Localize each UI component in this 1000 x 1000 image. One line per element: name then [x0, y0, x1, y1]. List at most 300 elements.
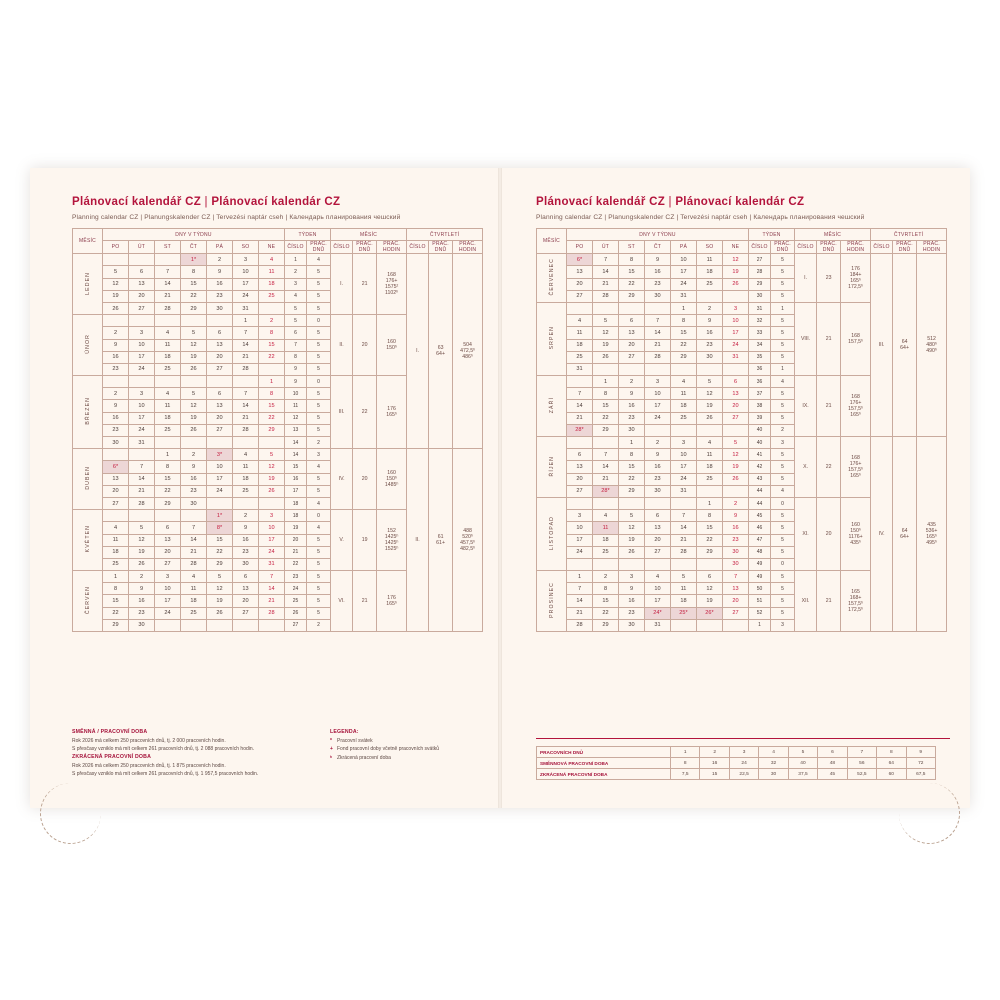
day-cell[interactable]: 23 [233, 546, 259, 558]
day-cell[interactable]: 12 [697, 388, 723, 400]
day-cell[interactable]: 14 [181, 534, 207, 546]
day-cell[interactable]: 14 [567, 400, 593, 412]
day-cell[interactable]: 18 [155, 351, 181, 363]
day-cell[interactable]: 5 [697, 376, 723, 388]
day-cell[interactable]: 22 [155, 485, 181, 497]
day-cell[interactable]: 21 [671, 534, 697, 546]
day-cell[interactable]: 28 [671, 546, 697, 558]
day-cell[interactable]: 5 [181, 327, 207, 339]
day-cell[interactable]: 1 [103, 571, 129, 583]
day-cell[interactable]: 23 [645, 473, 671, 485]
day-cell[interactable]: 4 [103, 522, 129, 534]
day-cell[interactable]: 10 [259, 522, 285, 534]
day-cell[interactable]: 30 [207, 302, 233, 314]
day-cell[interactable]: 27 [723, 412, 749, 424]
day-cell[interactable]: 25 [593, 546, 619, 558]
day-cell[interactable]: 1 [259, 376, 285, 388]
day-cell[interactable]: 18 [671, 595, 697, 607]
day-cell[interactable]: 12 [207, 583, 233, 595]
day-cell[interactable]: 23 [207, 290, 233, 302]
day-cell[interactable]: 21 [155, 290, 181, 302]
day-cell[interactable]: 22 [207, 546, 233, 558]
day-cell[interactable]: 13 [103, 473, 129, 485]
day-cell[interactable]: 22 [259, 412, 285, 424]
day-cell[interactable]: 25 [567, 351, 593, 363]
day-cell[interactable]: 26 [593, 351, 619, 363]
day-cell[interactable]: 5 [723, 437, 749, 449]
day-cell[interactable]: 14 [233, 339, 259, 351]
day-cell[interactable]: 4 [697, 437, 723, 449]
day-cell[interactable]: 14 [593, 461, 619, 473]
day-cell[interactable]: 2 [619, 376, 645, 388]
day-cell[interactable]: 30 [619, 424, 645, 436]
day-cell[interactable]: 15 [593, 595, 619, 607]
day-cell[interactable]: 31 [723, 351, 749, 363]
day-cell[interactable]: 30 [723, 546, 749, 558]
day-cell[interactable]: 22 [697, 534, 723, 546]
day-cell[interactable]: 29 [155, 497, 181, 509]
day-cell[interactable]: 1 [593, 376, 619, 388]
day-cell[interactable]: 23 [723, 534, 749, 546]
day-cell[interactable]: 14 [567, 595, 593, 607]
day-cell[interactable]: 22 [103, 607, 129, 619]
day-cell[interactable]: 10 [129, 339, 155, 351]
day-cell[interactable]: 21 [593, 473, 619, 485]
day-cell[interactable]: 5 [103, 266, 129, 278]
day-cell[interactable]: 6 [233, 571, 259, 583]
day-cell[interactable]: 28 [567, 619, 593, 631]
day-cell[interactable]: 22 [671, 339, 697, 351]
day-cell[interactable]: 27 [129, 302, 155, 314]
day-cell[interactable]: 5 [671, 571, 697, 583]
day-cell[interactable]: 9 [103, 400, 129, 412]
day-cell[interactable]: 8 [155, 461, 181, 473]
day-cell[interactable]: 4 [155, 327, 181, 339]
day-cell[interactable]: 5 [207, 571, 233, 583]
day-cell[interactable]: 1 [619, 437, 645, 449]
day-cell[interactable]: 24 [723, 339, 749, 351]
day-cell[interactable]: 14 [259, 583, 285, 595]
day-cell[interactable]: 31 [645, 619, 671, 631]
day-cell[interactable]: 20 [645, 534, 671, 546]
day-cell[interactable]: 20 [233, 595, 259, 607]
day-cell[interactable]: 24 [207, 485, 233, 497]
day-cell[interactable]: 8 [103, 583, 129, 595]
day-cell[interactable]: 9 [619, 583, 645, 595]
day-cell[interactable]: 23 [619, 607, 645, 619]
day-cell[interactable]: 22 [619, 473, 645, 485]
day-cell[interactable]: 2 [645, 437, 671, 449]
day-cell[interactable]: 11 [155, 339, 181, 351]
day-cell[interactable]: 25 [155, 363, 181, 375]
day-cell[interactable]: 1 [155, 449, 181, 461]
day-cell[interactable]: 23 [619, 412, 645, 424]
day-cell[interactable]: 22 [259, 351, 285, 363]
day-cell[interactable]: 2 [129, 571, 155, 583]
day-cell[interactable]: 12 [103, 278, 129, 290]
day-cell[interactable]: 19 [259, 473, 285, 485]
day-cell[interactable]: 26 [259, 485, 285, 497]
day-cell[interactable]: 25 [155, 424, 181, 436]
day-cell[interactable]: 28* [593, 485, 619, 497]
day-cell[interactable]: 12 [723, 449, 749, 461]
day-cell[interactable]: 30 [619, 619, 645, 631]
day-cell[interactable]: 21 [233, 412, 259, 424]
day-cell[interactable]: 25* [671, 607, 697, 619]
day-cell[interactable]: 29 [181, 302, 207, 314]
day-cell[interactable]: 24 [129, 424, 155, 436]
day-cell[interactable]: 13 [233, 583, 259, 595]
day-cell[interactable]: 27 [723, 607, 749, 619]
day-cell[interactable]: 1* [181, 254, 207, 266]
day-cell[interactable]: 12 [129, 534, 155, 546]
day-cell[interactable]: 26 [619, 546, 645, 558]
day-cell[interactable]: 3 [619, 571, 645, 583]
day-cell[interactable]: 12 [619, 522, 645, 534]
day-cell[interactable]: 19 [697, 400, 723, 412]
day-cell[interactable]: 19 [181, 412, 207, 424]
day-cell[interactable]: 23 [129, 607, 155, 619]
day-cell[interactable]: 18 [593, 534, 619, 546]
day-cell[interactable]: 28 [129, 497, 155, 509]
day-cell[interactable]: 22 [619, 278, 645, 290]
day-cell[interactable]: 7 [233, 388, 259, 400]
day-cell[interactable]: 22 [181, 290, 207, 302]
day-cell[interactable]: 17 [233, 278, 259, 290]
day-cell[interactable]: 30 [723, 558, 749, 570]
day-cell[interactable]: 18 [697, 461, 723, 473]
day-cell[interactable]: 30 [129, 619, 155, 631]
day-cell[interactable]: 18 [103, 546, 129, 558]
day-cell[interactable]: 26 [723, 278, 749, 290]
day-cell[interactable]: 28 [645, 351, 671, 363]
day-cell[interactable]: 15 [181, 278, 207, 290]
day-cell[interactable]: 22 [593, 412, 619, 424]
day-cell[interactable]: 18 [567, 339, 593, 351]
day-cell[interactable]: 30 [181, 497, 207, 509]
day-cell[interactable]: 2 [259, 315, 285, 327]
day-cell[interactable]: 7 [155, 266, 181, 278]
day-cell[interactable]: 25 [259, 290, 285, 302]
day-cell[interactable]: 26 [181, 363, 207, 375]
day-cell[interactable]: 18 [697, 266, 723, 278]
day-cell[interactable]: 12 [181, 339, 207, 351]
day-cell[interactable]: 23 [697, 339, 723, 351]
day-cell[interactable]: 11 [671, 388, 697, 400]
day-cell[interactable]: 7 [671, 510, 697, 522]
day-cell[interactable]: 16 [723, 522, 749, 534]
day-cell[interactable]: 27 [207, 363, 233, 375]
day-cell[interactable]: 28 [233, 363, 259, 375]
day-cell[interactable]: 17 [645, 595, 671, 607]
day-cell[interactable]: 23 [181, 485, 207, 497]
day-cell[interactable]: 7 [567, 388, 593, 400]
day-cell[interactable]: 14 [671, 522, 697, 534]
day-cell[interactable]: 4 [567, 315, 593, 327]
day-cell[interactable]: 20 [567, 473, 593, 485]
day-cell[interactable]: 28 [155, 302, 181, 314]
day-cell[interactable]: 11 [233, 461, 259, 473]
day-cell[interactable]: 25 [697, 278, 723, 290]
day-cell[interactable]: 3 [155, 571, 181, 583]
day-cell[interactable]: 6 [129, 266, 155, 278]
day-cell[interactable]: 9 [645, 449, 671, 461]
day-cell[interactable]: 22 [593, 607, 619, 619]
day-cell[interactable]: 23 [103, 424, 129, 436]
day-cell[interactable]: 9 [645, 254, 671, 266]
day-cell[interactable]: 15 [259, 339, 285, 351]
day-cell[interactable]: 9 [103, 339, 129, 351]
day-cell[interactable]: 19 [723, 461, 749, 473]
day-cell[interactable]: 5 [259, 449, 285, 461]
day-cell[interactable]: 7 [593, 254, 619, 266]
day-cell[interactable]: 12 [181, 400, 207, 412]
day-cell[interactable]: 17 [671, 461, 697, 473]
day-cell[interactable]: 11 [567, 327, 593, 339]
day-cell[interactable]: 3 [259, 510, 285, 522]
day-cell[interactable]: 15 [259, 400, 285, 412]
day-cell[interactable]: 12 [697, 583, 723, 595]
day-cell[interactable]: 6 [207, 388, 233, 400]
day-cell[interactable]: 31 [259, 558, 285, 570]
day-cell[interactable]: 25 [103, 558, 129, 570]
day-cell[interactable]: 16 [103, 351, 129, 363]
day-cell[interactable]: 2 [103, 388, 129, 400]
day-cell[interactable]: 17 [567, 534, 593, 546]
day-cell[interactable]: 30 [233, 558, 259, 570]
day-cell[interactable]: 4 [155, 388, 181, 400]
day-cell[interactable]: 20 [155, 546, 181, 558]
day-cell[interactable]: 14 [155, 278, 181, 290]
day-cell[interactable]: 7 [723, 571, 749, 583]
day-cell[interactable]: 9 [619, 388, 645, 400]
day-cell[interactable]: 3* [207, 449, 233, 461]
day-cell[interactable]: 1 [671, 302, 697, 314]
day-cell[interactable]: 15 [619, 266, 645, 278]
day-cell[interactable]: 8 [181, 266, 207, 278]
day-cell[interactable]: 26 [723, 473, 749, 485]
day-cell[interactable]: 20 [567, 278, 593, 290]
day-cell[interactable]: 30 [645, 485, 671, 497]
day-cell[interactable]: 3 [129, 327, 155, 339]
day-cell[interactable]: 2 [181, 449, 207, 461]
day-cell[interactable]: 13 [207, 339, 233, 351]
day-cell[interactable]: 12 [259, 461, 285, 473]
day-cell[interactable]: 26 [207, 607, 233, 619]
day-cell[interactable]: 21 [181, 546, 207, 558]
day-cell[interactable]: 20 [103, 485, 129, 497]
day-cell[interactable]: 6* [103, 461, 129, 473]
day-cell[interactable]: 7 [259, 571, 285, 583]
day-cell[interactable]: 15 [155, 473, 181, 485]
day-cell[interactable]: 7 [593, 449, 619, 461]
day-cell[interactable]: 13 [129, 278, 155, 290]
day-cell[interactable]: 8 [259, 327, 285, 339]
day-cell[interactable]: 9 [697, 315, 723, 327]
day-cell[interactable]: 29 [103, 619, 129, 631]
day-cell[interactable]: 16 [233, 534, 259, 546]
day-cell[interactable]: 2 [697, 302, 723, 314]
day-cell[interactable]: 10 [207, 461, 233, 473]
day-cell[interactable]: 17 [155, 595, 181, 607]
day-cell[interactable]: 1 [233, 315, 259, 327]
day-cell[interactable]: 21 [567, 607, 593, 619]
day-cell[interactable]: 7 [129, 461, 155, 473]
day-cell[interactable]: 7 [233, 327, 259, 339]
day-cell[interactable]: 11 [103, 534, 129, 546]
day-cell[interactable]: 23 [103, 363, 129, 375]
day-cell[interactable]: 14 [593, 266, 619, 278]
day-cell[interactable]: 16 [645, 266, 671, 278]
day-cell[interactable]: 4 [181, 571, 207, 583]
day-cell[interactable]: 3 [129, 388, 155, 400]
day-cell[interactable]: 17 [207, 473, 233, 485]
day-cell[interactable]: 3 [645, 376, 671, 388]
day-cell[interactable]: 18 [181, 595, 207, 607]
day-cell[interactable]: 15 [697, 522, 723, 534]
day-cell[interactable]: 12 [593, 327, 619, 339]
day-cell[interactable]: 13 [723, 583, 749, 595]
day-cell[interactable]: 26 [103, 302, 129, 314]
day-cell[interactable]: 20 [207, 351, 233, 363]
day-cell[interactable]: 30 [697, 351, 723, 363]
day-cell[interactable]: 24 [129, 363, 155, 375]
day-cell[interactable]: 29 [593, 619, 619, 631]
day-cell[interactable]: 31 [233, 302, 259, 314]
day-cell[interactable]: 12 [723, 254, 749, 266]
day-cell[interactable]: 10 [645, 388, 671, 400]
day-cell[interactable]: 11 [697, 449, 723, 461]
day-cell[interactable]: 26 [697, 412, 723, 424]
day-cell[interactable]: 4 [671, 376, 697, 388]
day-cell[interactable]: 29 [207, 558, 233, 570]
day-cell[interactable]: 11 [259, 266, 285, 278]
day-cell[interactable]: 1 [697, 497, 723, 509]
day-cell[interactable]: 11 [671, 583, 697, 595]
day-cell[interactable]: 10 [671, 449, 697, 461]
day-cell[interactable]: 26* [697, 607, 723, 619]
day-cell[interactable]: 6 [207, 327, 233, 339]
day-cell[interactable]: 10 [645, 583, 671, 595]
day-cell[interactable]: 8 [593, 388, 619, 400]
day-cell[interactable]: 25 [697, 473, 723, 485]
day-cell[interactable]: 27 [207, 424, 233, 436]
day-cell[interactable]: 24 [671, 278, 697, 290]
day-cell[interactable]: 18 [233, 473, 259, 485]
day-cell[interactable]: 18 [671, 400, 697, 412]
day-cell[interactable]: 1* [207, 510, 233, 522]
day-cell[interactable]: 8* [207, 522, 233, 534]
day-cell[interactable]: 31 [671, 290, 697, 302]
day-cell[interactable]: 24 [567, 546, 593, 558]
day-cell[interactable]: 21 [645, 339, 671, 351]
day-cell[interactable]: 9 [181, 461, 207, 473]
day-cell[interactable]: 2 [233, 510, 259, 522]
day-cell[interactable]: 1 [567, 571, 593, 583]
day-cell[interactable]: 19 [697, 595, 723, 607]
day-cell[interactable]: 7 [181, 522, 207, 534]
day-cell[interactable]: 19 [181, 351, 207, 363]
day-cell[interactable]: 27 [619, 351, 645, 363]
day-cell[interactable]: 19 [103, 290, 129, 302]
day-cell[interactable]: 13 [645, 522, 671, 534]
day-cell[interactable]: 13 [723, 388, 749, 400]
day-cell[interactable]: 17 [723, 327, 749, 339]
day-cell[interactable]: 16 [697, 327, 723, 339]
day-cell[interactable]: 3 [671, 437, 697, 449]
day-cell[interactable]: 19 [619, 534, 645, 546]
day-cell[interactable]: 5 [129, 522, 155, 534]
day-cell[interactable]: 21 [233, 351, 259, 363]
day-cell[interactable]: 10 [129, 400, 155, 412]
day-cell[interactable]: 19 [723, 266, 749, 278]
day-cell[interactable]: 16 [103, 412, 129, 424]
day-cell[interactable]: 28 [233, 424, 259, 436]
day-cell[interactable]: 5 [181, 388, 207, 400]
day-cell[interactable]: 3 [723, 302, 749, 314]
day-cell[interactable]: 20 [207, 412, 233, 424]
day-cell[interactable]: 26 [181, 424, 207, 436]
day-cell[interactable]: 27 [645, 546, 671, 558]
day-cell[interactable]: 13 [155, 534, 181, 546]
day-cell[interactable]: 6 [645, 510, 671, 522]
day-cell[interactable]: 28 [593, 290, 619, 302]
day-cell[interactable]: 24 [155, 607, 181, 619]
day-cell[interactable]: 16 [129, 595, 155, 607]
day-cell[interactable]: 23 [645, 278, 671, 290]
day-cell[interactable]: 29 [619, 290, 645, 302]
day-cell[interactable]: 4 [233, 449, 259, 461]
day-cell[interactable]: 25 [671, 412, 697, 424]
day-cell[interactable]: 31 [567, 363, 593, 375]
day-cell[interactable]: 25 [233, 485, 259, 497]
day-cell[interactable]: 17 [259, 534, 285, 546]
day-cell[interactable]: 18 [259, 278, 285, 290]
day-cell[interactable]: 30 [103, 437, 129, 449]
day-cell[interactable]: 29 [697, 546, 723, 558]
day-cell[interactable]: 6 [155, 522, 181, 534]
day-cell[interactable]: 27 [103, 497, 129, 509]
day-cell[interactable]: 24 [645, 412, 671, 424]
day-cell[interactable]: 16 [645, 461, 671, 473]
day-cell[interactable]: 27 [567, 290, 593, 302]
day-cell[interactable]: 20 [619, 339, 645, 351]
day-cell[interactable]: 9 [207, 266, 233, 278]
day-cell[interactable]: 29 [259, 424, 285, 436]
day-cell[interactable]: 28 [259, 607, 285, 619]
day-cell[interactable]: 10 [155, 583, 181, 595]
day-cell[interactable]: 15 [207, 534, 233, 546]
day-cell[interactable]: 18 [155, 412, 181, 424]
day-cell[interactable]: 20 [129, 290, 155, 302]
day-cell[interactable]: 28 [181, 558, 207, 570]
day-cell[interactable]: 21 [593, 278, 619, 290]
day-cell[interactable]: 6 [567, 449, 593, 461]
day-cell[interactable]: 17 [129, 351, 155, 363]
day-cell[interactable]: 24 [671, 473, 697, 485]
day-cell[interactable]: 8 [671, 315, 697, 327]
day-cell[interactable]: 15 [671, 327, 697, 339]
day-cell[interactable]: 31 [671, 485, 697, 497]
day-cell[interactable]: 16 [619, 400, 645, 412]
day-cell[interactable]: 20 [723, 595, 749, 607]
day-cell[interactable]: 8 [593, 583, 619, 595]
day-cell[interactable]: 27 [155, 558, 181, 570]
day-cell[interactable]: 9 [129, 583, 155, 595]
day-cell[interactable]: 25 [181, 607, 207, 619]
day-cell[interactable]: 30 [645, 290, 671, 302]
day-cell[interactable]: 13 [207, 400, 233, 412]
